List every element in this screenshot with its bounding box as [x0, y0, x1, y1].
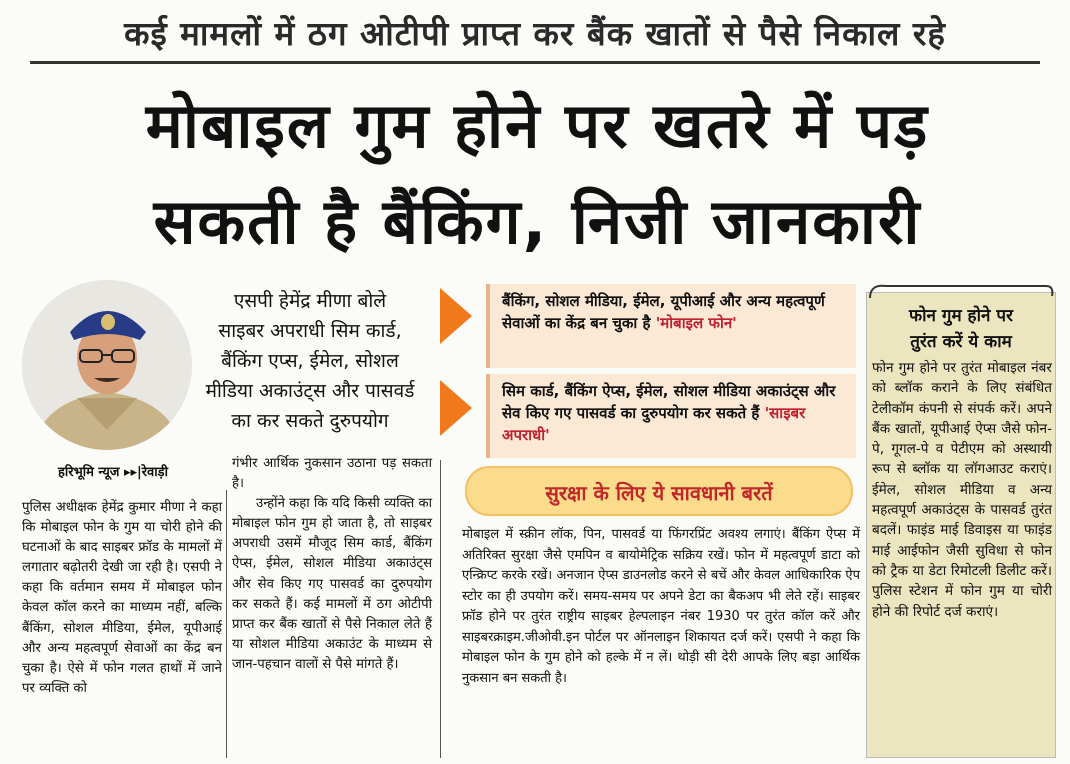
callout-highlight: 'साइबर अपराधी' [502, 404, 806, 444]
body-column-1 [22, 498, 222, 699]
body-column-2 [232, 454, 432, 675]
sp-quote [185, 286, 435, 436]
sp-portrait-photo [22, 280, 192, 450]
safety-text: मोबाइल में स्क्रीन लॉक, पिन, पासवर्ड या फिंगरप्रिंट अवश्य लगाएं। बैंकिंग ऐप्स में अतिरिक्त सुरक्षा जैसे एमपिन व बायोमेट्रिक सक्रिय रखें। फोन में महत्वपूर्ण डाटा को एन्क्रिप्ट करके रखें। अनजान ऐप्स डाउनलोड करने से बचें और केवल आधिकारिक ऐप स्टोर का ही उपयोग करें। समय-समय पर अपने डेटा का बैकअप भी लेते रहें। साइबर फ्रॉड होने पर तुरंत राष्ट्रीय साइबर हेल्पलाइन नंबर 1930 पर तुरंत कॉल करें और साइबरक्राइम.जीओवी.इन पोर्टल पर ऑनलाइन शिकायत दर्ज करें। एसपी ने कहा कि मोबाइल फोन के गुम होने को हल्के में न लें। थोड़ी सी देरी आपके लिए बड़ा आर्थिक नुकसान बन सकती है। [462, 527, 860, 686]
headline [20, 78, 1055, 270]
callout-cyber-criminal [486, 374, 856, 458]
safety-title: सुरक्षा के लिए ये सावधानी बरतें [465, 466, 853, 516]
sidebar-title [870, 303, 1052, 355]
kicker-subheadline: कई मामलों में ठग ओटीपी प्राप्त कर बैंक खातों से पैसे निकाल रहे [30, 4, 1040, 64]
quote-line: मीडिया अकाउंट्स और पासवर्ड [205, 380, 415, 402]
column-divider [226, 490, 227, 758]
police-officer-portrait-icon [22, 280, 192, 450]
scroll-curl-icon [866, 280, 1056, 302]
sidebar-title-line: फोन गुम होने पर [909, 306, 1013, 326]
arrow-icon [440, 288, 472, 344]
callout-mobile-phone [486, 284, 856, 368]
headline-line-2: सकती है बैंकिंग, निजी जानकारी [153, 185, 922, 258]
quote-line: का कर सकते दुरुपयोग [231, 410, 389, 432]
arrow-icon [440, 380, 472, 436]
column-divider [440, 460, 441, 758]
sidebar-title-line: तुरंत करें ये काम [910, 332, 1012, 352]
quote-line: साइबर अपराधी सिम कार्ड, [218, 320, 402, 342]
quote-line: बैंकिंग एप्स, ईमेल, सोशल [221, 350, 399, 372]
headline-line-1: मोबाइल गुम होने पर खतरे में पड़ [145, 89, 930, 162]
body-paragraph: गंभीर आर्थिक नुकसान उठाना पड़ सकता है। [232, 456, 432, 492]
quote-line: एसपी हेमेंद्र मीणा बोले [233, 290, 387, 312]
body-paragraph: उन्होंने कहा कि यदि किसी व्यक्ति का मोबाइल फोन गुम हो जाता है, तो साइबर अपराधी उसमें मौजूद सिम कार्ड, बैंकिंग ऐप्स, ईमेल, सोशल मीडिया अकाउंट्स और सेव किए गए पासवर्ड का दुरुपयोग कर सकते हैं। कई मामलों में ठग ओटीपी प्राप्त कर बैंक खातों से पैसे निकाल लेते हैं या सोशल मीडिया अकाउंट के माध्यम से जान-पहचान वालों से पैसे मांगते हैं। [232, 496, 432, 672]
callout-text: बैंकिंग, सोशल मीडिया, ईमेल, यूपीआई और अन्य महत्वपूर्ण सेवाओं का केंद्र बन चुका है [502, 292, 825, 332]
body-paragraph: पुलिस अधीक्षक हेमेंद्र कुमार मीणा ने कहा कि मोबाइल फोन के गुम या चोरी होने की घटनाओं के बाद साइबर फ्रॉड के मामलों में लगातार बढ़ोतरी देखी जा रही है। एसपी ने कहा कि वर्तमान समय में मोबाइल फोन केवल कॉल करने का माध्यम नहीं, बल्कि बैंकिंग, सोशल मीडिया, ईमेल, यूपीआई और अन्य महत्वपूर्ण सेवाओं का केंद्र बन चुका है। ऐसे में फोन गलत हाथों में जाने पर व्यक्ति को [22, 500, 222, 696]
callout-text: सिम कार्ड, बैंकिंग ऐप्स, ईमेल, सोशल मीडिया अकाउंट्स और सेव किए गए पासवर्ड का दुरुपयोग कर सकते हैं [502, 382, 836, 422]
callout-highlight: 'मोबाइल फोन' [655, 314, 737, 332]
byline: हरिभूमि न्यूज ▸▸|रेवाड़ी [58, 465, 168, 480]
sidebar-text: फोन गुम होने पर तुरंत मोबाइल नंबर को ब्लॉक कराने के लिए संबंधित टेलीकॉम कंपनी से संपर्क करें। अपने बैंक खातों, यूपीआई ऐप्स जैसे फोन-पे, गूगल-पे व पेटीएम को अस्थायी रूप से ब्लॉक या लॉगआउट कराएं। ईमेल, सोशल मीडिया व अन्य महत्वपूर्ण अकाउंट्स के पासवर्ड तुरंत बदलें। फाइंड माई डिवाइस या फाइंड माई आईफोन जैसी सुविधा से फोन को ट्रैक या डेटा रिमोटली डिलीट करें। पुलिस स्टेशन में फोन गुम या चोरी होने की रिपोर्ट दर्ज कराएं। [872, 360, 1052, 620]
